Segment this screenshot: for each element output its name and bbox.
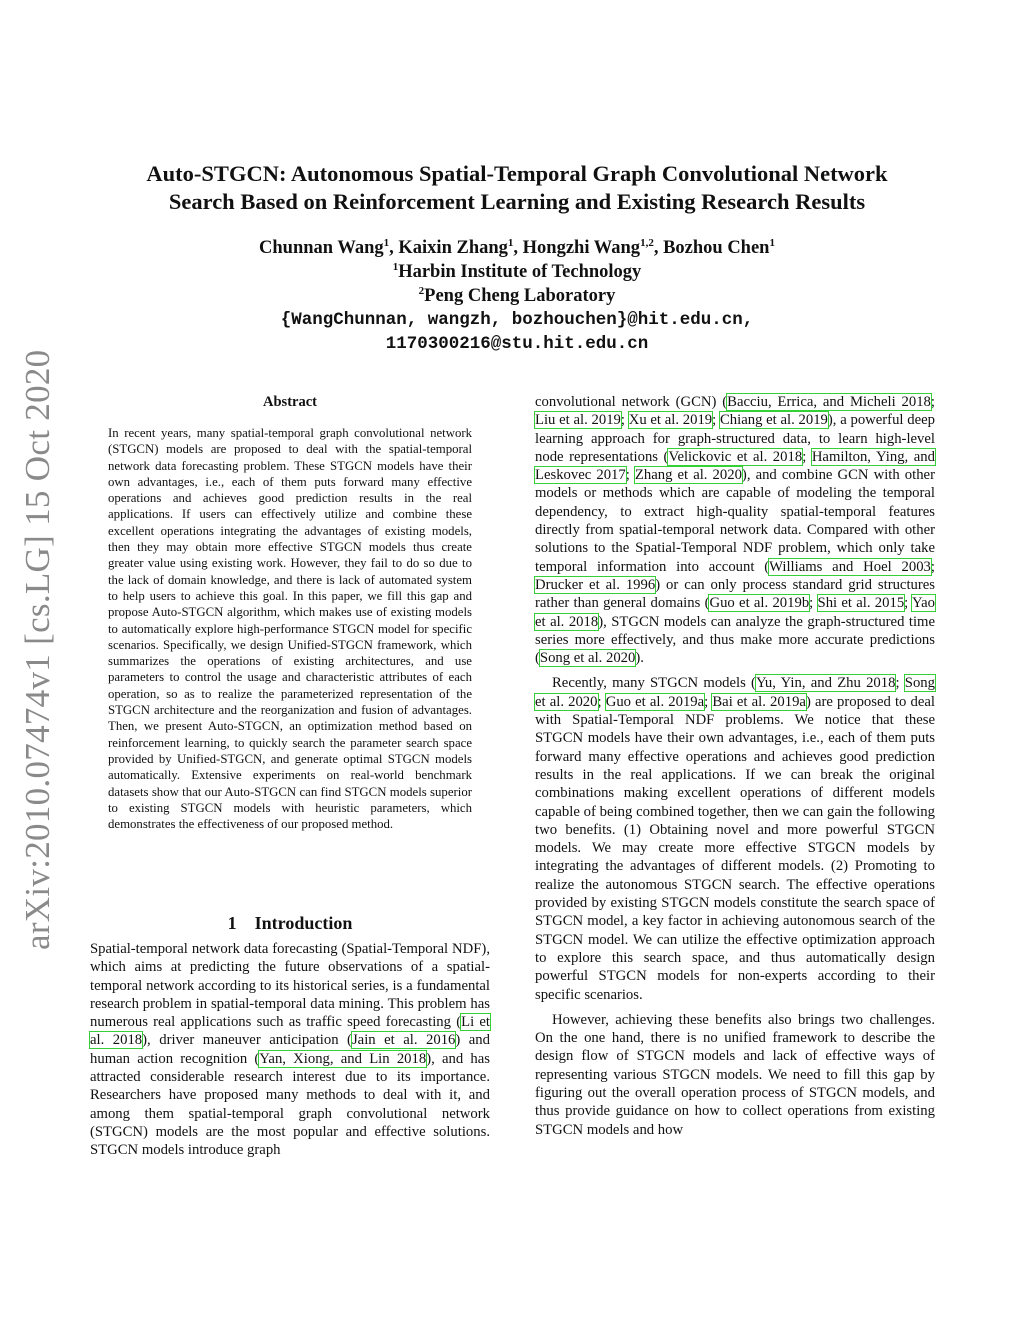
arxiv-identifier: arXiv:2010.07474v1 [cs.LG] 15 Oct 2020 xyxy=(18,349,57,950)
email-line-1: {WangChunnan, wangzh, bozhouchen}@hit.edu.cn, xyxy=(280,310,754,330)
citation-link[interactable]: Bai et al. 2019a xyxy=(712,693,806,710)
section-title: Introduction xyxy=(254,913,353,933)
intro-paragraph-3: Recently, many STGCN models (Yu, Yin, and Zhu 2018; Song et al. 2020; Guo et al. 2019a; Bai et al. 2019a) are proposed to deal with Spatial-Temporal NDF problems. We notice that these STGCN models have their own advantages, i.e., each of them puts forward many effective operations and achieves good prediction results in the real applications. If we can break the original combinations making excellent operations of different models capable of being combined together, then we can gain the following two benefits. (1) Obtaining novel and more powerful STGCN models. We may create more effective STGCN models by integrating the advantages of different models. (2) Promoting to realize the autonomous STGCN search. The effective operations provided by existing STGCN models constitute the search space of STGCN model, a key factor in achieving autonomous search of the STGCN model. We can utilize the effective optimization approach to explore this search space, and thus automatically design powerful STGCN models for non-experts according to their specific scenarios. xyxy=(535,675,935,1003)
author-2: Kaixin Zhang xyxy=(398,238,508,258)
citation-link[interactable]: Zhang et al. 2020 xyxy=(634,467,742,484)
citation-link[interactable]: Yu, Yin, and Zhu 2018 xyxy=(755,675,896,692)
citation-link[interactable]: Bacciu, Errica, and Micheli 2018 xyxy=(727,394,931,410)
citation-link[interactable]: Drucker et al. 1996 xyxy=(535,576,656,593)
intro-paragraph-4: However, achieving these benefits also brings two challenges. On the one hand, there is no unified framework to describe the design flow of STGCN models and lack of effective ways of representing various STGCN models. We need to fill this gap by figuring out the overall operation process of STGCN models, and thus provide guidance on how to collect operations from existing STGCN models and how xyxy=(535,1011,935,1138)
title-line-2: Search Based on Reinforcement Learning and Existing Research Results xyxy=(168,189,866,214)
left-column-body xyxy=(90,940,490,1160)
intro-paragraph-1: Spatial-temporal network data forecasting (Spatial-Temporal NDF), which aims at predicting the future observations of a spatial-temporal network according to its historical series, is a fundamental research problem in spatial-temporal data mining. This problem has numerous real applications such as traffic speed forecasting (Li et al. 2018), driver maneuver anticipation (Jain et al. 2016) and human action recognition (Yan, Xiong, and Lin 2018), and has attracted considerable research interest due to its importance. Researchers have proposed many methods to deal with it, and among them spatial-temporal graph convolutional network (STGCN) models are the most popular and effective solutions. STGCN models introduce graph xyxy=(90,941,491,1159)
citation-link[interactable]: Liu et al. 2019 xyxy=(535,412,621,429)
affiliation-1: $^1$Harbin Institute of Technology xyxy=(392,260,642,282)
author-1: Chunnan Wang xyxy=(259,238,384,258)
intro-paragraph-2: convolutional network (GCN) (Bacciu, Errica, and Micheli 2018; Liu et al. 2019; Xu et al. 2019; Chiang et al. 2019), a powerful deep learning approach for graph-structured data, to learn high-level node representations (Velickovic et al. 2018; Hamilton, Ying, and Leskovec 2017; Zhang et al. 2020), and combine GCN with other models or methods which are capable of modeling the temporal dependency, to extract high-quality spatial-temporal features directly from spatial-temporal network data. Compared with other solutions to the Spatial-Temporal NDF problem, which only take temporal information into account (Williams and Hoel 2003; Drucker et al. 1996) or can only process standard grid structures rather than general domains (Guo et al. 2019b; Shi et al. 2015; Yao et al. 2018), STGCN models can analyze the graph-structured time series more effectively, and thus make more accurate predictions (Song et al. 2020). xyxy=(535,394,935,667)
abstract-heading: Abstract xyxy=(263,394,317,410)
citation-link[interactable]: Guo et al. 2019a xyxy=(605,693,705,710)
email-line-2: 1170300216@stu.hit.edu.cn xyxy=(385,334,649,354)
citation-link[interactable]: Velickovic et al. 2018 xyxy=(668,448,803,465)
citation-link[interactable]: Yan, Xiong, and Lin 2018 xyxy=(259,1050,427,1067)
author-block xyxy=(90,236,944,356)
citation-link[interactable]: Williams and Hoel 2003 xyxy=(769,558,931,575)
citation-link[interactable]: Guo et al. 2019b xyxy=(709,595,810,612)
right-column-body xyxy=(535,393,935,1139)
author-4: Bozhou Chen xyxy=(663,238,770,258)
paper-title xyxy=(90,160,944,216)
affiliation-2: $^2$Peng Cheng Laboratory xyxy=(418,284,616,306)
citation-link[interactable]: Jain et al. 2016 xyxy=(351,1032,456,1049)
title-line-1: Auto-STGCN: Autonomous Spatial-Temporal Graph Convolutional Network xyxy=(146,161,888,186)
citation-link[interactable]: Hamilton, Ying, and Leskovec 2017 xyxy=(535,448,935,484)
citation-link[interactable]: Chiang et al. 2019 xyxy=(719,412,828,429)
citation-link[interactable]: Song et al. 2020 xyxy=(535,675,935,710)
citation-link[interactable]: Li et al. 2018 xyxy=(90,1014,491,1049)
section-number: 1 xyxy=(227,913,237,933)
author-names: Chunnan Wang$^1$, Kaixin Zhang$^1$, Hongzhi Wang$^{1,2}$, Bozhou Chen$^1$ xyxy=(259,236,775,258)
citation-link[interactable]: Xu et al. 2019 xyxy=(628,412,713,429)
citation-link[interactable]: Yao et al. 2018 xyxy=(535,595,935,630)
citation-link[interactable]: Song et al. 2020 xyxy=(539,650,636,667)
author-3: Hongzhi Wang xyxy=(522,238,641,258)
citation-link[interactable]: Shi et al. 2015 xyxy=(817,595,905,612)
abstract-text: In recent years, many spatial-temporal graph convolutional network (STGCN) models are proposed to deal with the spatial-temporal network data forecasting problem. These STGCN models have their own advantages, i.e., each of them puts forward many effective operations and achieves good prediction results in the real applications. If users can effectively utilize and combine these excellent operations integrating the advantages of existing models, then they may obtain more effective STGCN models thus create greater value using existing work. However, they fail to do so due to the lack of domain knowledge, and there is lack of automated system to help users to achieve this goal. In this paper, we fill this gap and propose Auto-STGCN algorithm, which makes use of existing models to automatically explore high-performance STGCN model for specific scenarios. Specifically, we design Unified-STGCN framework, which summarizes the operations of existing architectures, and use parameters to control the usage and characteristic attributes of each operation, so as to realize the parameterized representation of the STGCN architecture and the reorganization and fusion of advantages. Then, we present Auto-STGCN, an optimization method based on reinforcement learning, to quickly search the parameter search space provided by Unified-STGCN, and generate optimal STGCN models automatically. Extensive experiments on real-world benchmark datasets show that our Auto-STGCN can find STGCN models superior to existing STGCN models with heuristic parameters, which demonstrates the effectiveness of our proposed method. xyxy=(108,426,472,832)
section-heading-introduction xyxy=(90,913,490,934)
